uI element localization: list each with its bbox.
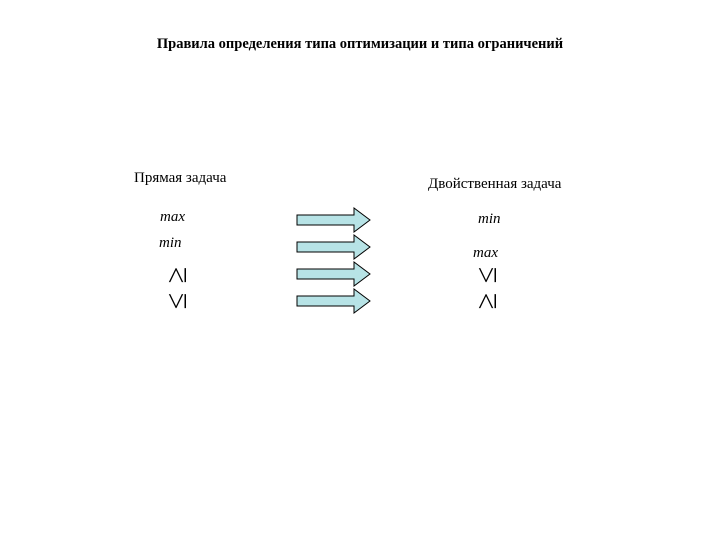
dual-ge-symbol: ≥ bbox=[470, 292, 503, 310]
primal-ge-symbol: ≥ bbox=[160, 266, 193, 284]
arrow-1 bbox=[297, 208, 370, 232]
arrow-3 bbox=[297, 262, 370, 286]
arrow-4 bbox=[297, 289, 370, 313]
slide-title: Правила определения типа оптимизации и типа ограничений bbox=[156, 36, 564, 52]
dual-max-label: max bbox=[473, 245, 498, 261]
dual-min-label: min bbox=[478, 211, 501, 227]
dual-problem-heading: Двойственная задача bbox=[428, 176, 562, 192]
arrow-2 bbox=[297, 235, 370, 259]
mapping-arrows bbox=[296, 207, 372, 317]
primal-problem-heading: Прямая задача bbox=[134, 170, 227, 186]
primal-le-symbol: ≤ bbox=[160, 292, 193, 310]
primal-min-label: min bbox=[159, 235, 182, 251]
dual-le-symbol: ≤ bbox=[470, 266, 503, 284]
primal-max-label: max bbox=[160, 209, 185, 225]
